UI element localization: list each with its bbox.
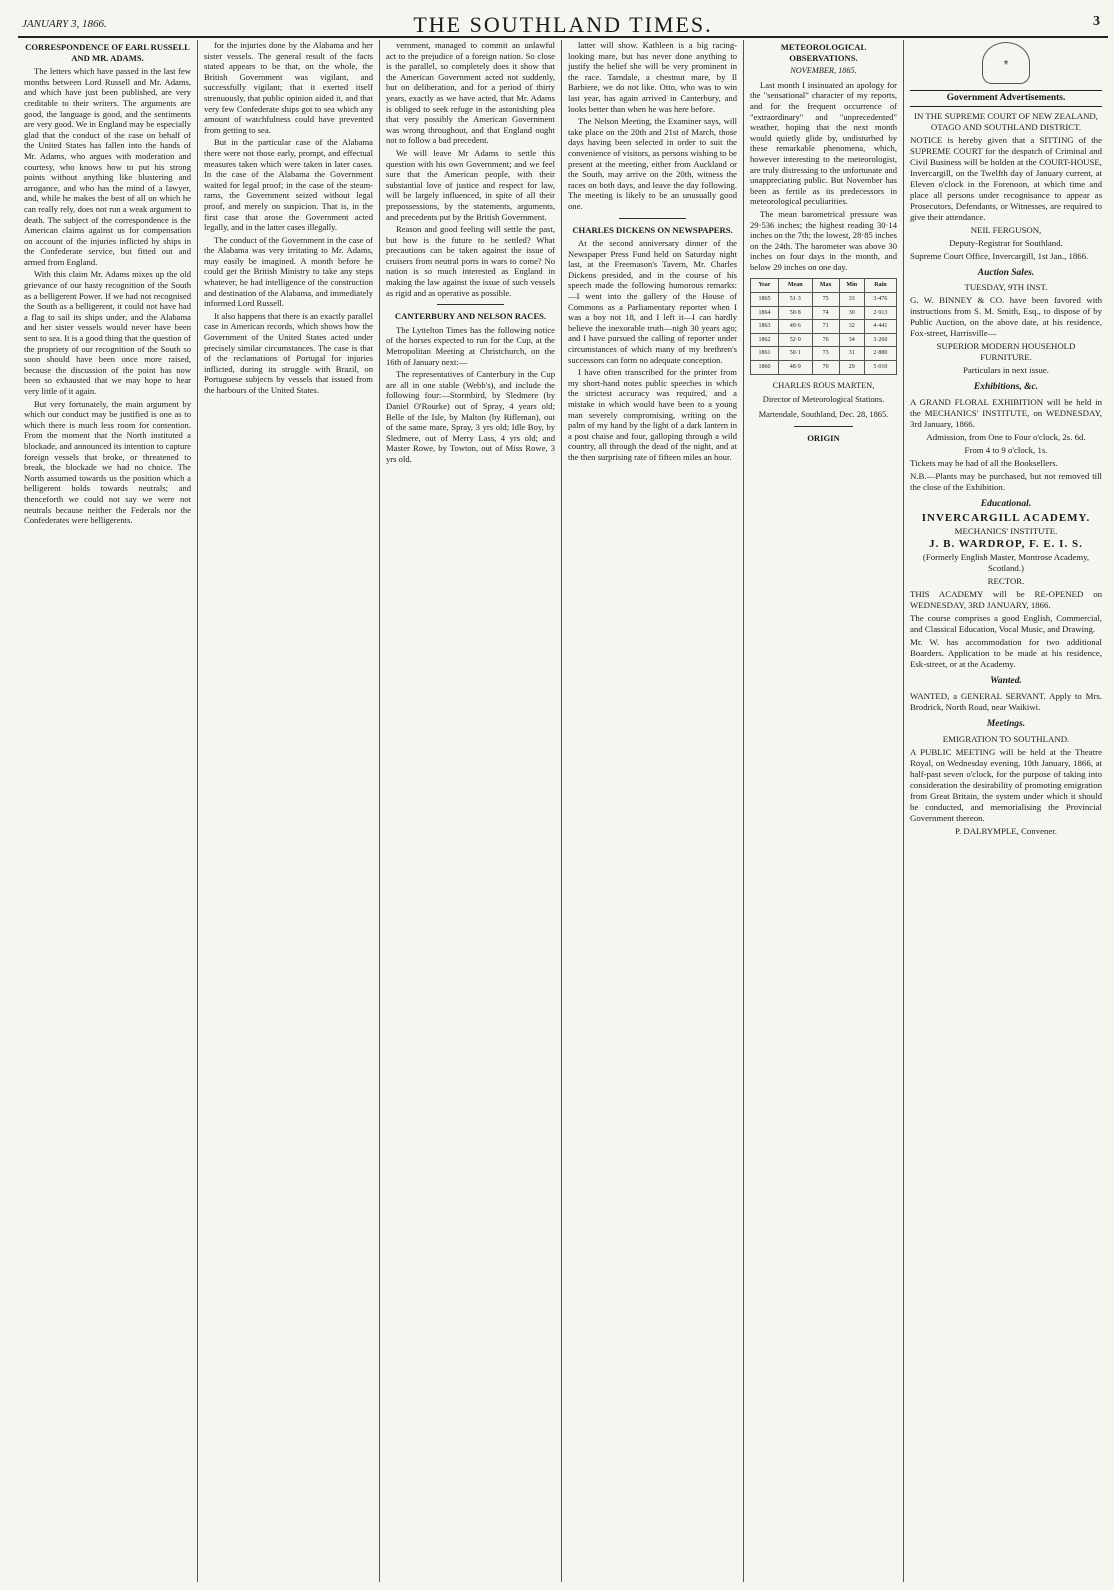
signature-place: Martendale, Southland, Dec. 28, 1865. — [758, 409, 889, 419]
signature-name: CHARLES ROUS MARTEN, — [772, 380, 875, 390]
table-cell: 1865 — [751, 293, 779, 307]
article-subheading: NOVEMBER, 1865. — [790, 66, 857, 76]
table-cell: 2·880 — [864, 347, 896, 361]
exhibition-tickets: Tickets may be had of all the Booksellers. — [910, 457, 1058, 468]
article-heading: METEOROLOGICAL OBSERVATIONS. — [780, 42, 867, 63]
academy-former: (Formerly English Master, Montrose Academy, Scotland.) — [922, 552, 1090, 574]
article-paragraph: The Lyttelton Times has the following notice of the horses expected to run for the Cup, at the Metropolitan Meeting at Christchurch, on the 16th of January next:— — [386, 324, 555, 367]
table-cell: 49·6 — [778, 320, 812, 334]
exhibition-admission: Admission, from One to Four o'clock, 2s. 6d. — [926, 431, 1086, 442]
auction-note: Particulars in next issue. — [963, 365, 1049, 376]
meeting-signature: P. DALRYMPLE, Convener. — [955, 825, 1057, 836]
section-heading-government: Government Advertisements. — [910, 90, 1102, 107]
article-paragraph: With this claim Mr. Adams mixes up the old grievance of our hasty recognition of the South as a belligerent Power. If we had not recognised the South as a belligerent, it could not have had a flag to sail its ships under, and the Alabama and her sister vessels would never have been sent to sea. It is a good thing that the question of the propriety of our recognition of the South so soon should have been once more raised, because the discussion of the point has now been so exhausted that we may hope to hear very little of it again. — [24, 269, 191, 396]
academy-course: The course comprises a good English, Commercial, and Classical Education, Vocal Music, and Drawing. — [910, 613, 1102, 635]
court-title: IN THE SUPREME COURT OF NEW ZEALAND, OTAGO AND SOUTHLAND DISTRICT. — [914, 110, 1098, 132]
article-paragraph: I have often transcribed for the printer from my short-hand notes public speeches in which the strictest accuracy was required, and a mistake in which would have been to a young man severely compromising, writing on the palm of my hand by the light of a dark lantern in a post chaise and four, galloping through a wild country, all through the dead of the night, and at the then surprising rate of fifteen miles an hour. — [568, 367, 737, 462]
table-cell: 76 — [812, 333, 839, 347]
column-3 — [380, 40, 562, 1582]
article-paragraph: The mean barometrical pressure was 29·536 inches; the highest reading 30·14 inches on the 7th; the lowest, 28·85 inches on the 24th. The barometer was above 30 inches on four days in the month, and below 29 inches on one day. — [750, 208, 897, 272]
table-cell: 50·1 — [778, 347, 812, 361]
section-heading-wanted: Wanted. — [990, 676, 1022, 687]
court-signature-title: Deputy-Registrar for Southland. — [949, 237, 1063, 248]
column-4 — [562, 40, 744, 1582]
table-row — [751, 320, 897, 334]
table-cell: 3·476 — [864, 293, 896, 307]
column-1 — [18, 40, 198, 1582]
article-paragraph: At the second anniversary dinner of the Newspaper Press Fund held on Saturday night last, at the Freemason's Tavern, Mr. Charles Dickens presided, and in the course of his speech made the following humorous remarks:—I went into the gallery of the House of Commons as a Parliamentary reporter when I was a boy not 18, and I left it—I can hardly believe the inexorable truth—nigh 30 years ago; and I have pursued the calling of reporter under circumstances of which many of my brethren's successors can form no adequate conception. — [568, 238, 737, 365]
academy-rector: RECTOR. — [987, 576, 1025, 587]
column-5 — [744, 40, 904, 1582]
issue-date: JANUARY 3, 1866. — [22, 18, 107, 30]
masthead — [18, 6, 1108, 38]
wanted-text: WANTED, a GENERAL SERVANT. Apply to Mrs. Brodrick, North Road, near Waikiwi. — [910, 690, 1102, 712]
table-cell: 30 — [839, 306, 864, 320]
table-header-cell: Min — [839, 279, 864, 293]
auction-date: TUESDAY, 9TH INST. — [964, 282, 1048, 293]
article-paragraph: for the injuries done by the Alabama and her sister vessels. The general result of the facts stated appears to be that, on the whole, the British Government was vigilant, and successfully vigilant; that it exerted itself strenuously, that public opinion aided it, and that very few Confederate ships got to sea which any amount of watchfulness could have prevented from getting to sea. — [204, 40, 373, 135]
table-header-cell: Max — [812, 279, 839, 293]
court-notice: NOTICE is hereby given that a SITTING of the SUPREME COURT for the despatch of Criminal and Civil Business will be holden at the COURT-HOUSE, Invercargill, on the Twelfth day of January current, at Eleven o'clock in the Forenoon, at which time and place all persons under recognisance to appear as Prosecutors, Defendants, or Witnesses, are required to give their attendance. — [910, 134, 1102, 222]
weather-table — [750, 278, 897, 374]
article-paragraph: The Nelson Meeting, the Examiner says, will take place on the 20th and 21st of March, those days having been selected in order to suit the convenience of visitors, as persons wishing to be present at the meeting, either from Auckland or the South, may arrive on the 20th, witness the races on both days, and leave the day following. The meeting is likely to be an unusually good one. — [568, 116, 737, 211]
table-cell: 1861 — [751, 347, 779, 361]
section-heading-exhibitions: Exhibitions, &c. — [973, 382, 1039, 393]
exhibition-nb: N.B.—Plants may be purchased, but not removed till the close of the Exhibition. — [910, 470, 1102, 492]
table-cell: 48·9 — [778, 361, 812, 375]
table-row — [751, 347, 897, 361]
auction-item: SUPERIOR MODERN HOUSEHOLD FURNITURE. — [936, 341, 1076, 363]
article-paragraph: But in the particular case of the Alabama there were not those early, prompt, and effectual measures taken which were taken in later cases. In the case of the Alabama the Government waited for legal proof; in the case of the steam-rams, the Government seized without legal proof, and merely on suspicion. That is, in the first case that arose the Government acted legally, and in the latter cases illegally. — [204, 137, 373, 233]
table-cell: 74 — [812, 306, 839, 320]
table-cell: 5·010 — [864, 361, 896, 375]
newspaper-title: THE SOUTHLAND TIMES. — [413, 12, 713, 37]
article-paragraph: latter will show. Kathleen is a big racing-looking mare, but has never done anything to justify the belief she will be very prominent in the race. Tarndale, a chestnut mare, by Il Barbiere, we do not like. Otto, who was to win last year, has again arrived in Canterbury, and looks better than when he was here before. — [568, 40, 737, 114]
table-cell: 31 — [839, 347, 864, 361]
table-cell: 75 — [812, 293, 839, 307]
article-paragraph: The representatives of Canterbury in the Cup are all in one stable (Webb's), and include the following four:—Stormbird, by Sledmere (by Daniel O'Rourke) out of Spray, 4 years old; Belle of the Isle, by Malton (by Rifleman), out of the same mare, Spray, 3 yrs old; Idle Boy, by Sledmere, out of Merry Lass, 4 yrs old; and Master Rowe, by Towton, out of Miss Rowe, 3 yrs old. — [386, 369, 555, 464]
table-cell: 1862 — [751, 333, 779, 347]
academy-title: INVERCARGILL ACADEMY. — [921, 512, 1091, 525]
column-2 — [198, 40, 380, 1582]
academy-subtitle: MECHANICS' INSTITUTE. — [954, 526, 1058, 537]
academy-notice: THIS ACADEMY will be RE-OPENED on WEDNESDAY, 3RD JANUARY, 1866. — [910, 589, 1102, 611]
article-heading: ORIGIN — [807, 433, 840, 444]
article-paragraph: Reason and good feeling will settle the past, but how is the future to be settled? What precautions can be taken against the issue of cruisers from neutral ports in wars to come? No nation is so much interested as England in making the law against the issue of such vessels as rigid and as operative as possible. — [386, 224, 555, 298]
academy-board: Mr. W. has accommodation for two additional Boarders. Application to be made at his residence, Esk-street, or at the Academy. — [910, 637, 1102, 670]
section-heading-auction: Auction Sales. — [977, 267, 1035, 278]
article-paragraph: We will leave Mr Adams to settle this question with his own Government; and we feel sure that the American people, with their substantial love of justice and respect for law, will be largely influenced, in spite of all their prepossessions, by the statements, arguments, and precedents put by the British Government. — [386, 147, 555, 222]
meeting-title: EMIGRATION TO SOUTHLAND. — [942, 733, 1070, 744]
meeting-text: A PUBLIC MEETING will be held at the Theatre Royal, on Wednesday evening, 10th January, 1866, at half-past seven o'clock, for the purpose of taking into consideration the desirability of promoting emigration from Great Britain, the system under which it should be conducted, and memorialising the Provincial Government thereon. — [910, 746, 1102, 823]
table-cell: 3·260 — [864, 333, 896, 347]
article-heading: CHARLES DICKENS ON NEWSPAPERS. — [572, 224, 733, 235]
section-heading-meetings: Meetings. — [986, 718, 1026, 729]
table-header-cell: Rain — [864, 279, 896, 293]
section-heading-educational: Educational. — [980, 498, 1032, 509]
table-cell: 1863 — [751, 320, 779, 334]
table-cell: 71 — [812, 320, 839, 334]
table-header-cell: Year — [751, 279, 779, 293]
table-header-row — [751, 279, 897, 293]
divider — [619, 218, 687, 219]
article-paragraph: Last month I insinuated an apology for the "sensational" character of my reports, and for the frequent occurrence of "extraordinary" and "unprecedented" weather, hoping that the next month would quietly glide by, undisturbed by these remarkable phenomena, which, however interesting to the meteorologist, are truly distressing to the unfortunate and unappreciating public. But November has been as fertile as its predecessors in meteorological peculiarities. — [750, 79, 897, 207]
divider — [437, 304, 505, 305]
royal-crest-icon: ⚜ — [982, 42, 1030, 84]
table-cell: 34 — [839, 333, 864, 347]
article-paragraph: But very fortunately, the main argument by which our conduct may be justified is one as to which there is much less room for contention. From the moment that the North instituted a blockade, and announced its intention to capture foreign vessels that broke, or threatened to break, the blockade we had no choice. The North assumed towards us the position which a belligerent holds towards neutrals; and thenceforth we could not say we were not neutrals because neither the Federals nor the Confederates were belligerents. — [24, 398, 191, 526]
table-cell: 50·8 — [778, 306, 812, 320]
table-cell: 33 — [839, 293, 864, 307]
article-heading: CANTERBURY AND NELSON RACES. — [394, 311, 547, 322]
table-row — [751, 306, 897, 320]
table-row — [751, 293, 897, 307]
column-6-advertisements — [904, 40, 1108, 1582]
court-signature: NEIL FERGUSON, — [970, 224, 1042, 235]
table-row — [751, 361, 897, 375]
table-cell: 32 — [839, 320, 864, 334]
article-paragraph: It also happens that there is an exactly parallel case in American records, which shows how the Government of the United States acted under precisely similar circumstances. The case is that of the reclamations of Portugal for injuries inflicted, during its struggle with Brazil, on Portuguese subjects by vessels that issued from the harbours of the United States. — [204, 310, 373, 395]
page-number: 3 — [1093, 14, 1100, 29]
table-row — [751, 333, 897, 347]
academy-name: J. B. WARDROP, F. E. I. S. — [929, 538, 1083, 551]
table-cell: 52·0 — [778, 333, 812, 347]
table-cell: 1860 — [751, 361, 779, 375]
court-signature-place: Supreme Court Office, Invercargill, 1st Jan., 1866. — [910, 250, 1089, 261]
exhibition-evening: From 4 to 9 o'clock, 1s. — [964, 444, 1048, 455]
columns — [18, 40, 1108, 1582]
table-cell: 4·441 — [864, 320, 896, 334]
signature-title: Director of Meteorological Stations. — [762, 395, 885, 405]
table-header-cell: Mean — [778, 279, 812, 293]
article-paragraph: The letters which have passed in the last few months between Lord Russell and Mr. Adams, and which have just been published, are very creditable to their writers. The arguments are good, the language is good, and the sentiments are very good. We in England may be especially glad that the conduct of the case on behalf of the United States has fallen into the hands of Mr. Adams, who argues with moderation and courtesy, who knows how to put his strong points without anything like blustering and arrogance, and who has the mind of a lawyer, and, while he makes the best of all on which he can really rely, does not run a weak argument to death. The subject of the correspondence is the American claims against us for compensation on account of the injuries inflicted by ships in the Confederate service, but fitted out and armed from England. — [24, 66, 191, 267]
exhibition-text: A GRAND FLORAL EXHIBITION will be held in the MECHANICS' INSTITUTE, on WEDNESDAY, 3rd January, 1866. — [910, 396, 1102, 429]
table-cell: 29 — [839, 361, 864, 375]
table-cell: 73 — [812, 347, 839, 361]
article-heading: CORRESPONDENCE OF EARL RUSSELL AND MR. ADAMS. — [25, 42, 190, 63]
table-cell: 1864 — [751, 306, 779, 320]
table-cell: 51·3 — [778, 293, 812, 307]
divider — [794, 426, 853, 427]
auction-text: G. W. BINNEY & CO. have been favored with instructions from S. M. Smith, Esq., to dispose of by Public Auction, on the above date, at his residence, Fox-street, Harrisville— — [910, 295, 1102, 339]
article-paragraph: vernment, managed to commit an unlawful act to the prejudice of a foreign nation. So close is the parallel, so completely does it show that the American Government acted not suddenly, but on deliberation, and for a period of thirty years, exactly as we have acted, that Mr. Adams is obliged to seek refuge in the astonishing plea that very possibly the American Government was wrong throughout, and that England ought not to follow a bad precedent. — [386, 40, 555, 146]
table-cell: 2·913 — [864, 306, 896, 320]
table-cell: 70 — [812, 361, 839, 375]
article-paragraph: The conduct of the Government in the case of the Alabama was very irritating to Mr. Adams, may easily be imagined. A month before he could get the British Ministry to take any steps whatever, he had intelligence of the construction and destination of the Alabama, and immediately informed Lord Russell. — [204, 234, 373, 309]
